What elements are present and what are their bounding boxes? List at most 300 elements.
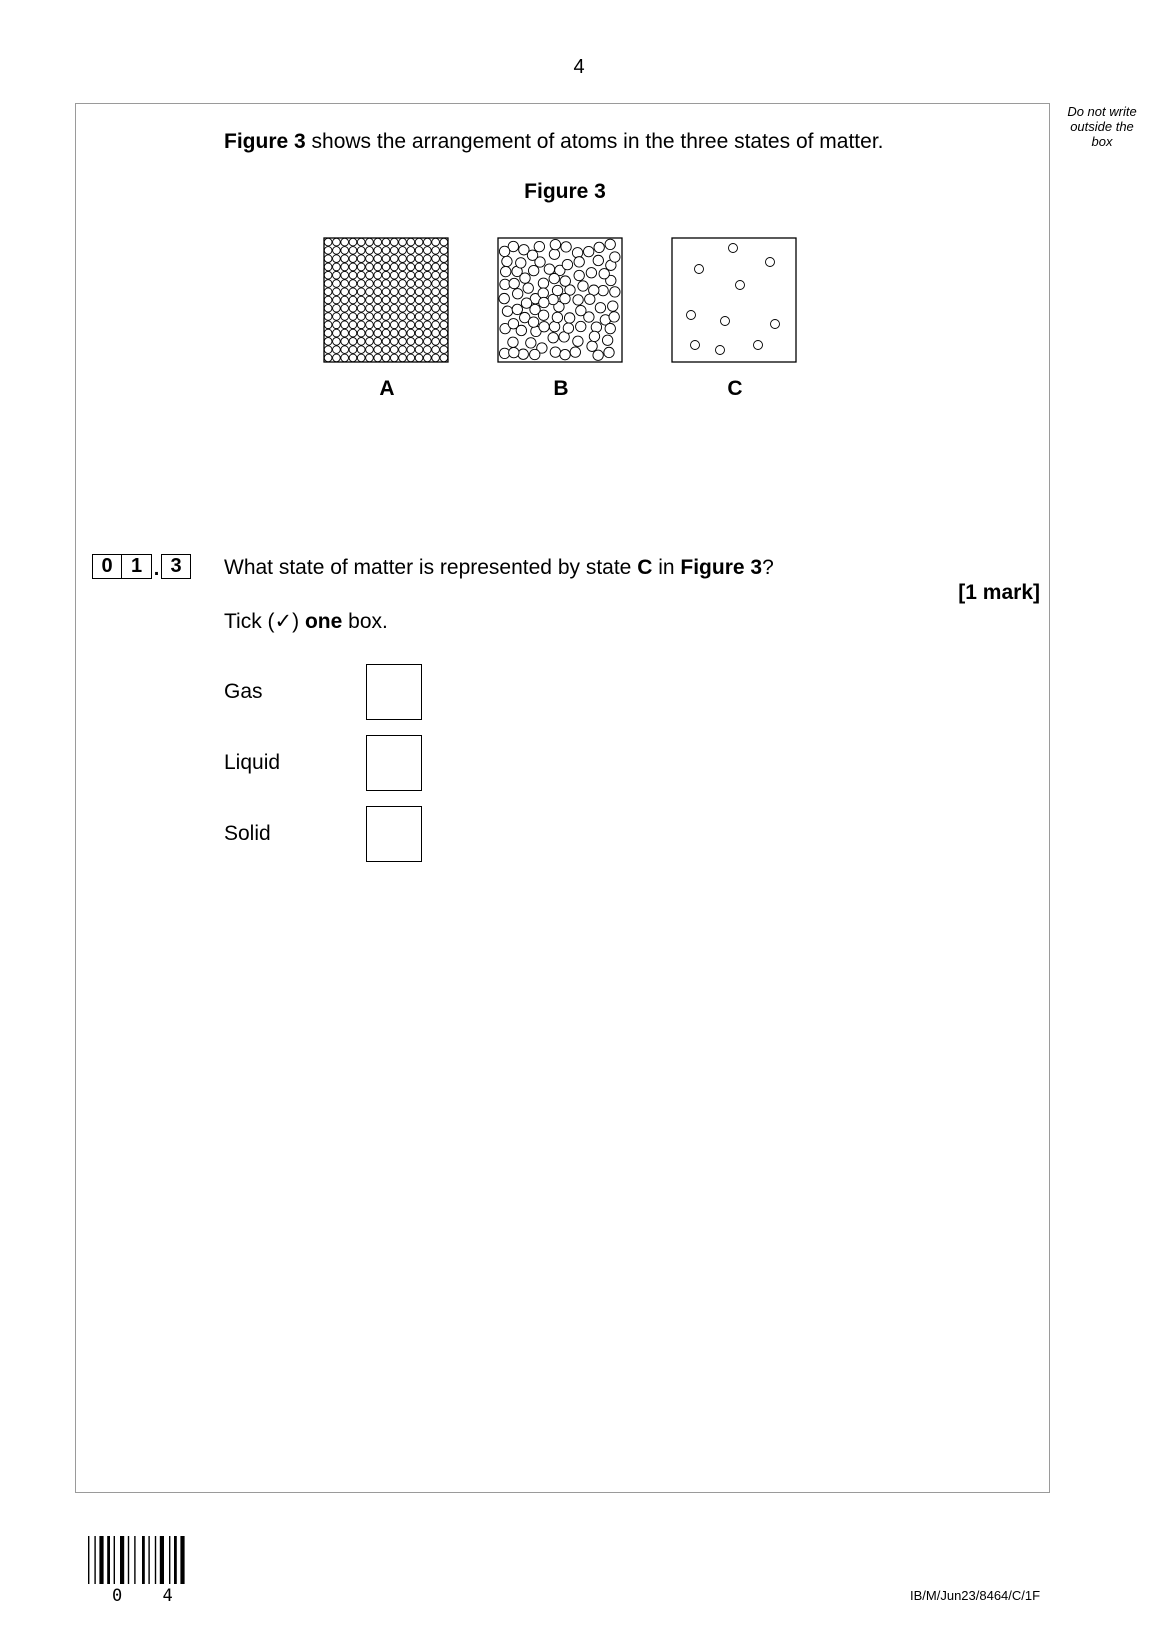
particle-liquid <box>539 322 549 332</box>
figure-3-diagram <box>320 236 800 366</box>
particle-solid <box>432 354 440 362</box>
marks-label: [1 mark] <box>958 581 1040 604</box>
particle-solid <box>382 263 390 271</box>
particle-solid <box>341 238 349 246</box>
particle-solid <box>357 354 365 362</box>
particle-solid <box>382 338 390 346</box>
particle-solid <box>424 338 432 346</box>
particle-solid <box>390 280 398 288</box>
particle-solid <box>349 354 357 362</box>
particle-solid <box>415 288 423 296</box>
particle-solid <box>333 296 341 304</box>
particle-solid <box>432 346 440 354</box>
particle-liquid <box>508 337 518 347</box>
particle-solid <box>424 346 432 354</box>
particle-solid <box>407 238 415 246</box>
particle-solid <box>357 271 365 279</box>
particle-liquid <box>544 264 554 274</box>
particle-solid <box>357 247 365 255</box>
particle-solid <box>341 255 349 263</box>
particle-solid <box>399 280 407 288</box>
particle-solid <box>357 288 365 296</box>
particle-solid <box>415 296 423 304</box>
particle-liquid <box>499 293 509 303</box>
particle-solid <box>333 255 341 263</box>
particle-gas <box>754 341 763 350</box>
particle-solid <box>407 263 415 271</box>
particle-solid <box>324 329 332 337</box>
barcode-bar <box>148 1536 149 1584</box>
particle-solid <box>415 321 423 329</box>
barcode-bar <box>174 1536 177 1584</box>
particle-solid <box>390 296 398 304</box>
particle-liquid <box>528 265 538 275</box>
particle-solid <box>399 338 407 346</box>
particle-solid <box>341 288 349 296</box>
particle-solid <box>440 280 448 288</box>
particle-liquid <box>560 349 570 359</box>
question-text-part-2: in <box>652 556 681 579</box>
particle-solid <box>407 271 415 279</box>
particle-solid <box>333 238 341 246</box>
particle-solid <box>324 338 332 346</box>
particle-liquid <box>523 283 533 293</box>
particle-solid <box>399 296 407 304</box>
particle-solid <box>424 321 432 329</box>
particle-solid <box>399 288 407 296</box>
particle-liquid <box>526 338 536 348</box>
particle-solid <box>440 329 448 337</box>
tick-instruction-pre: Tick (✓) <box>224 610 305 633</box>
particle-solid <box>366 338 374 346</box>
barcode-bar <box>128 1536 129 1584</box>
barcode-bar <box>99 1536 103 1584</box>
particle-solid <box>349 304 357 312</box>
question-separator: . <box>153 558 160 580</box>
option-label-liquid: Liquid <box>224 751 281 774</box>
particle-liquid <box>552 312 562 322</box>
particle-gas <box>716 346 725 355</box>
particle-solid <box>349 247 357 255</box>
particle-solid <box>341 329 349 337</box>
question-text-part-3: ? <box>762 556 774 579</box>
figure-title: Figure 3 <box>524 180 606 203</box>
particle-liquid <box>512 289 522 299</box>
particle-liquid <box>602 335 612 345</box>
particle-solid <box>432 338 440 346</box>
particle-solid <box>424 304 432 312</box>
particle-solid <box>407 255 415 263</box>
particle-solid <box>415 238 423 246</box>
particle-solid <box>424 354 432 362</box>
particle-solid <box>333 263 341 271</box>
particle-solid <box>432 247 440 255</box>
particle-liquid <box>599 269 609 279</box>
particle-solid <box>357 329 365 337</box>
particle-liquid <box>576 305 586 315</box>
particle-solid <box>440 255 448 263</box>
particle-solid <box>424 313 432 321</box>
particle-solid <box>399 313 407 321</box>
particle-solid <box>399 263 407 271</box>
particle-solid <box>374 329 382 337</box>
particle-solid <box>374 247 382 255</box>
particle-solid <box>374 255 382 263</box>
particle-solid <box>390 329 398 337</box>
particle-solid <box>341 354 349 362</box>
particle-solid <box>333 329 341 337</box>
particle-solid <box>390 338 398 346</box>
particle-solid <box>440 338 448 346</box>
particle-liquid <box>609 312 619 322</box>
particle-solid <box>407 354 415 362</box>
particle-solid <box>366 296 374 304</box>
particle-solid <box>432 329 440 337</box>
particle-solid <box>366 263 374 271</box>
particle-solid <box>382 296 390 304</box>
particle-solid <box>349 329 357 337</box>
intro-figure-ref: Figure 3 <box>224 130 306 153</box>
particle-liquid <box>562 259 572 269</box>
particle-liquid <box>586 268 596 278</box>
particle-liquid <box>528 317 538 327</box>
particle-liquid <box>549 249 559 259</box>
particle-solid <box>382 346 390 354</box>
particle-liquid <box>610 252 620 262</box>
particle-solid <box>415 263 423 271</box>
particle-solid <box>333 280 341 288</box>
particle-gas <box>687 311 696 320</box>
particle-solid <box>333 354 341 362</box>
particle-solid <box>407 288 415 296</box>
particle-solid <box>440 238 448 246</box>
particle-liquid <box>539 297 549 307</box>
particle-solid <box>432 313 440 321</box>
particle-solid <box>424 271 432 279</box>
particle-liquid <box>508 319 518 329</box>
particle-solid <box>374 288 382 296</box>
option-label-gas: Gas <box>224 680 263 703</box>
particle-liquid <box>610 287 620 297</box>
particle-solid <box>324 280 332 288</box>
particle-solid <box>399 346 407 354</box>
particle-solid <box>424 247 432 255</box>
panel-b-liquid <box>498 238 622 362</box>
particle-solid <box>432 288 440 296</box>
particle-liquid <box>560 293 570 303</box>
barcode-number: 0 4 <box>112 1586 188 1606</box>
particle-solid <box>399 255 407 263</box>
particle-liquid <box>549 273 559 283</box>
particle-liquid <box>550 239 560 249</box>
particle-solid <box>349 263 357 271</box>
particle-solid <box>440 271 448 279</box>
particle-solid <box>424 263 432 271</box>
particle-gas <box>771 320 780 329</box>
particle-solid <box>382 354 390 362</box>
option-label-solid: Solid <box>224 822 271 845</box>
particle-solid <box>399 271 407 279</box>
particle-solid <box>341 263 349 271</box>
particle-solid <box>382 288 390 296</box>
particle-solid <box>366 280 374 288</box>
particle-solid <box>324 288 332 296</box>
particle-solid <box>440 263 448 271</box>
particle-solid <box>399 247 407 255</box>
particle-solid <box>333 313 341 321</box>
particle-liquid <box>574 257 584 267</box>
particle-solid <box>424 238 432 246</box>
particle-liquid <box>512 304 522 314</box>
particle-solid <box>415 329 423 337</box>
particle-solid <box>382 271 390 279</box>
particle-solid <box>366 288 374 296</box>
particle-liquid <box>593 350 603 360</box>
particle-solid <box>382 321 390 329</box>
particle-solid <box>324 346 332 354</box>
barcode-bar <box>88 1536 89 1584</box>
barcode-bar <box>114 1536 115 1584</box>
particle-liquid <box>502 306 512 316</box>
particle-solid <box>374 280 382 288</box>
particle-liquid <box>578 281 588 291</box>
particle-solid <box>341 280 349 288</box>
particle-solid <box>415 354 423 362</box>
particle-solid <box>440 288 448 296</box>
particle-solid <box>333 338 341 346</box>
particle-liquid <box>593 255 603 265</box>
particle-liquid <box>587 341 597 351</box>
particle-solid <box>374 354 382 362</box>
particle-solid <box>440 313 448 321</box>
particle-liquid <box>534 241 544 251</box>
particle-solid <box>366 247 374 255</box>
particle-solid <box>390 247 398 255</box>
particle-solid <box>341 313 349 321</box>
particle-solid <box>324 313 332 321</box>
particle-liquid <box>605 239 615 249</box>
particle-gas <box>721 317 730 326</box>
particle-solid <box>432 255 440 263</box>
particle-solid <box>349 280 357 288</box>
particle-liquid <box>549 321 559 331</box>
particle-liquid <box>585 294 595 304</box>
particle-solid <box>432 321 440 329</box>
particle-solid <box>432 263 440 271</box>
particle-solid <box>374 321 382 329</box>
particle-solid <box>407 329 415 337</box>
particle-solid <box>357 238 365 246</box>
question-part: 3 <box>161 554 191 579</box>
particle-solid <box>349 296 357 304</box>
particle-solid <box>333 304 341 312</box>
particle-solid <box>432 296 440 304</box>
particle-solid <box>324 321 332 329</box>
particle-liquid <box>518 349 528 359</box>
particle-liquid <box>538 288 548 298</box>
particle-liquid <box>608 301 618 311</box>
particle-solid <box>357 255 365 263</box>
particle-liquid <box>520 273 530 283</box>
particle-solid <box>341 346 349 354</box>
figure-label-a: A <box>379 377 395 400</box>
particle-solid <box>440 247 448 255</box>
particle-solid <box>374 238 382 246</box>
particle-solid <box>349 321 357 329</box>
particle-solid <box>374 346 382 354</box>
particle-solid <box>424 255 432 263</box>
particle-solid <box>390 304 398 312</box>
particle-solid <box>424 329 432 337</box>
particle-gas <box>695 265 704 274</box>
particle-solid <box>324 263 332 271</box>
barcode-bar <box>169 1536 170 1584</box>
particle-solid <box>366 271 374 279</box>
particle-solid <box>349 338 357 346</box>
particle-solid <box>390 321 398 329</box>
particle-solid <box>349 271 357 279</box>
question-state-ref: C <box>637 556 653 579</box>
particle-liquid <box>573 295 583 305</box>
particle-solid <box>432 304 440 312</box>
particle-liquid <box>560 276 570 286</box>
particle-solid <box>324 271 332 279</box>
barcode-bar <box>134 1536 135 1584</box>
particle-gas <box>736 281 745 290</box>
particle-solid <box>390 354 398 362</box>
particle-solid <box>357 313 365 321</box>
particle-solid <box>366 346 374 354</box>
particle-liquid <box>502 256 512 266</box>
particle-liquid <box>548 333 558 343</box>
particle-liquid <box>604 347 614 357</box>
tick-box-solid[interactable] <box>366 806 422 862</box>
particle-solid <box>357 296 365 304</box>
particle-solid <box>390 313 398 321</box>
particle-solid <box>399 304 407 312</box>
particle-solid <box>374 313 382 321</box>
particle-solid <box>382 238 390 246</box>
particle-solid <box>366 255 374 263</box>
tick-instruction-bold: one <box>304 610 343 633</box>
particle-liquid <box>589 331 599 341</box>
tick-instruction-post: box. <box>342 610 388 633</box>
particle-liquid <box>598 285 608 295</box>
particle-solid <box>357 280 365 288</box>
figure-label-b: B <box>553 377 569 400</box>
particle-solid <box>366 329 374 337</box>
question-number <box>92 554 191 579</box>
particle-solid <box>366 238 374 246</box>
particle-gas <box>691 341 700 350</box>
particle-solid <box>357 321 365 329</box>
barcode-bar <box>142 1536 145 1584</box>
particle-solid <box>366 304 374 312</box>
particle-solid <box>390 263 398 271</box>
question-digit-1: 0 <box>92 554 122 579</box>
particle-liquid <box>572 248 582 258</box>
particle-solid <box>407 321 415 329</box>
question-digit-2: 1 <box>122 554 152 579</box>
particle-solid <box>432 271 440 279</box>
particle-solid <box>440 296 448 304</box>
particle-gas <box>729 244 738 253</box>
particle-solid <box>415 338 423 346</box>
particle-solid <box>390 255 398 263</box>
particle-liquid <box>501 266 511 276</box>
particle-solid <box>341 338 349 346</box>
particle-solid <box>424 280 432 288</box>
particle-solid <box>333 346 341 354</box>
barcode-bar <box>120 1536 124 1584</box>
intro-text <box>224 130 884 154</box>
particle-liquid <box>576 321 586 331</box>
particle-solid <box>415 255 423 263</box>
panel-c-gas <box>672 238 796 362</box>
particle-solid <box>357 263 365 271</box>
particle-solid <box>390 271 398 279</box>
particle-liquid <box>527 250 537 260</box>
particle-solid <box>382 313 390 321</box>
particle-solid <box>333 247 341 255</box>
particle-solid <box>415 247 423 255</box>
particle-solid <box>399 321 407 329</box>
particle-liquid <box>538 310 548 320</box>
particle-solid <box>374 304 382 312</box>
tick-instruction <box>224 609 388 634</box>
particle-solid <box>407 304 415 312</box>
tick-box-gas[interactable] <box>366 664 422 720</box>
particle-liquid <box>573 336 583 346</box>
particle-solid <box>333 321 341 329</box>
particle-solid <box>324 255 332 263</box>
margin-note: Do not write outside the box <box>1067 104 1137 149</box>
page-number: 4 <box>573 56 585 78</box>
particle-solid <box>374 296 382 304</box>
particle-solid <box>349 346 357 354</box>
particle-solid <box>357 304 365 312</box>
particle-solid <box>407 346 415 354</box>
particle-liquid <box>509 278 519 288</box>
particle-liquid <box>538 278 548 288</box>
particle-solid <box>341 271 349 279</box>
particle-solid <box>333 271 341 279</box>
particle-solid <box>349 313 357 321</box>
tick-box-liquid[interactable] <box>366 735 422 791</box>
particle-solid <box>399 238 407 246</box>
particle-solid <box>349 288 357 296</box>
particle-solid <box>382 329 390 337</box>
barcode-bar <box>160 1536 164 1584</box>
figure-label-c: C <box>727 377 743 400</box>
particle-solid <box>366 321 374 329</box>
panel-a-solid <box>324 238 448 362</box>
particle-solid <box>357 346 365 354</box>
particle-solid <box>399 354 407 362</box>
particle-solid <box>374 338 382 346</box>
particle-solid <box>407 247 415 255</box>
particle-solid <box>341 247 349 255</box>
particle-solid <box>424 288 432 296</box>
barcode-bar <box>180 1536 184 1584</box>
particle-solid <box>366 354 374 362</box>
particle-solid <box>432 238 440 246</box>
particle-solid <box>440 354 448 362</box>
particle-liquid <box>574 270 584 280</box>
particle-solid <box>341 304 349 312</box>
particle-liquid <box>564 313 574 323</box>
particle-liquid <box>561 242 571 252</box>
